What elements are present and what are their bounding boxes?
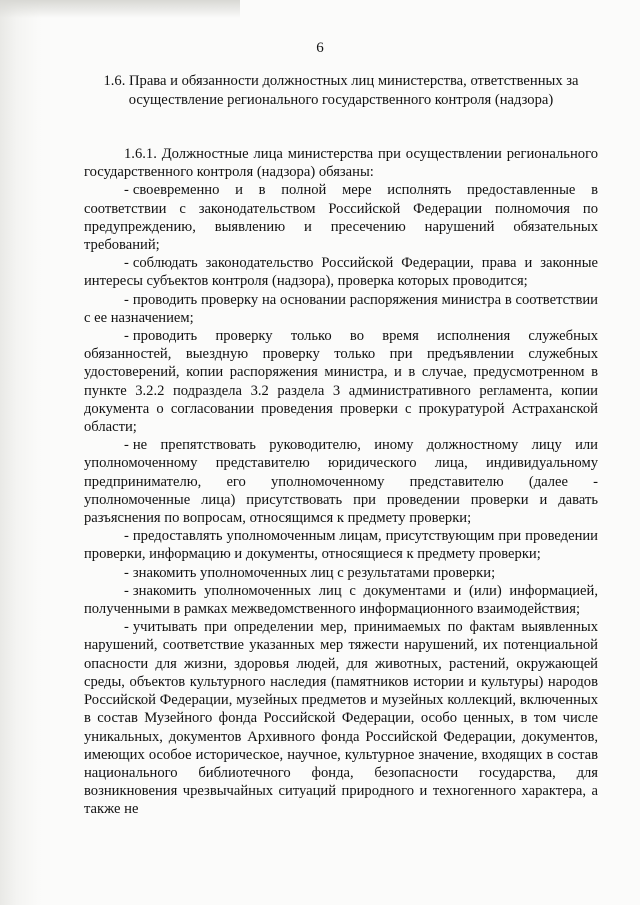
duty-item-text: проводить проверку на основании распоряжения министра в соответствии с ее назначением; — [84, 291, 598, 326]
duty-item: - своевременно и в полной мере исполнять предоставленные в соответствии с законодательством Российской Федерации полномочия по предупреждению, выявлению и пресечению нарушений обязательных требований; — [84, 182, 598, 254]
duty-item: - проводить проверку на основании распоряжения министра в соответствии с ее назначением; — [84, 291, 598, 326]
clause-intro: 1.6.1. Должностные лица министерства при осуществлении регионального государственного контроля (надзора) обязаны: — [84, 146, 598, 181]
scan-shadow-top — [0, 0, 240, 18]
duty-item-text: соблюдать законодательство Российской Федерации, права и законные интересы субъектов контроля (надзора), проверка которых проводится; — [84, 255, 598, 290]
duty-item: - проводить проверку только во время исполнения служебных обязанностей, выездную проверку только при предъявлении служебных удостоверений, копии распоряжения министра, и в случае, предусмотренном в пункте 3.2.2 подраздела 3.2 раздела 3 административного регламента, копии документа о согласовании проведения проверки с прокуратурой Астраханской области; — [84, 328, 598, 436]
duty-item-text: не препятствовать руководителю, иному должностному лицу или уполномоченному представителю юридического лица, индивидуальному предпринимателю, его уполномоченному представителю (далее - уполномоченные лица) присутствовать при проведении проверки и давать разъяснения по вопросам, относящимся к предмету проверки; — [84, 437, 598, 527]
duty-item-text: знакомить уполномоченных лиц с документами и (или) информацией, полученными в рамках межведомственного информационного взаимодействия; — [84, 582, 598, 618]
duty-item-text: знакомить уполномоченных лиц с результатами проверки; — [132, 564, 496, 581]
duty-item: - учитывать при определении мер, принимаемых по фактам выявленных нарушений, соответствие указанных мер тяжести нарушений, их потенциальной опасности для жизни, здоровья людей, для животных, растений, окружающей среды, объектов культурного наследия (памятников истории и культуры) народов Российской Федерации, музейных предметов и музейных коллекций, включенных в состав Музейного фонда Российской Федерации, особо ценных, в том числе уникальных, документов Архивного фонда Российской Федерации, документов, имеющих особое историческое, научное, культурное значение, входящих в состав национального библиотечного фонда, безопасности государства, для возникновения чрезвычайных ситуаций природного и техногенного характера, а также не — [84, 619, 598, 818]
duty-item: - соблюдать законодательство Российской Федерации, права и законные интересы субъектов контроля (надзора), проверка которых проводится; — [84, 255, 598, 290]
duty-item-text: проводить проверку только во время исполнения служебных обязанностей, выездную проверку только при предъявлении служебных удостоверений, копии распоряжения министра, и в случае, предусмотренном в пункте 3.2.2 подраздела 3.2 раздела 3 административного регламента, копии документа о согласовании проведения проверки с прокуратурой Астраханской области; — [84, 328, 598, 436]
duty-item-text: своевременно и в полной мере исполнять предоставленные в соответствии с законодательством Российской Федерации полномочия по предупреждению, выявлению и пресечению нарушений обязательных требований; — [84, 182, 598, 254]
clause-body — [84, 145, 598, 819]
duty-item: - предоставлять уполномоченным лицам, присутствующим при проведении проверки, информацию и документы, относящиеся к предмету проверки; — [84, 528, 598, 563]
duty-item: - знакомить уполномоченных лиц с документами и (или) информацией, полученными в рамках межведомственного информационного взаимодействия; — [84, 582, 598, 618]
page-number: 6 — [316, 40, 324, 56]
section-heading: 1.6. Права и обязанности должностных лиц министерства, ответственных за осуществление регионального государственного контроля (надзора) — [103, 73, 579, 108]
duty-item-text: учитывать при определении мер, принимаемых по фактам выявленных нарушений, соответствие указанных мер тяжести нарушений, их потенциальной опасности для жизни, здоровья людей, для животных, растений, окружающей среды, объектов культурного наследия (памятников истории и культуры) народов Российской Федерации, музейных предметов и музейных коллекций, включенных в состав Музейного фонда Российской Федерации, особо ценных, в том числе уникальных, документов Архивного фонда Российской Федерации, документов, имеющих особое историческое, научное, культурное значение, входящих в состав национального библиотечного фонда, безопасности государства, для возникновения чрезвычайных ситуаций природного и техногенного характера, а также не — [84, 619, 598, 818]
duty-item-text: предоставлять уполномоченным лицам, присутствующим при проведении проверки, информацию и документы, относящиеся к предмету проверки; — [84, 528, 598, 563]
scan-shadow-left — [0, 0, 42, 905]
duty-item: - не препятствовать руководителю, иному должностному лицу или уполномоченному представителю юридического лица, индивидуальному предпринимателю, его уполномоченному представителю (далее - уполномоченные лица) присутствовать при проведении проверки и давать разъяснения по вопросам, относящимся к предмету проверки; — [84, 437, 598, 527]
duty-item: - знакомить уполномоченных лиц с результатами проверки; — [124, 564, 496, 581]
